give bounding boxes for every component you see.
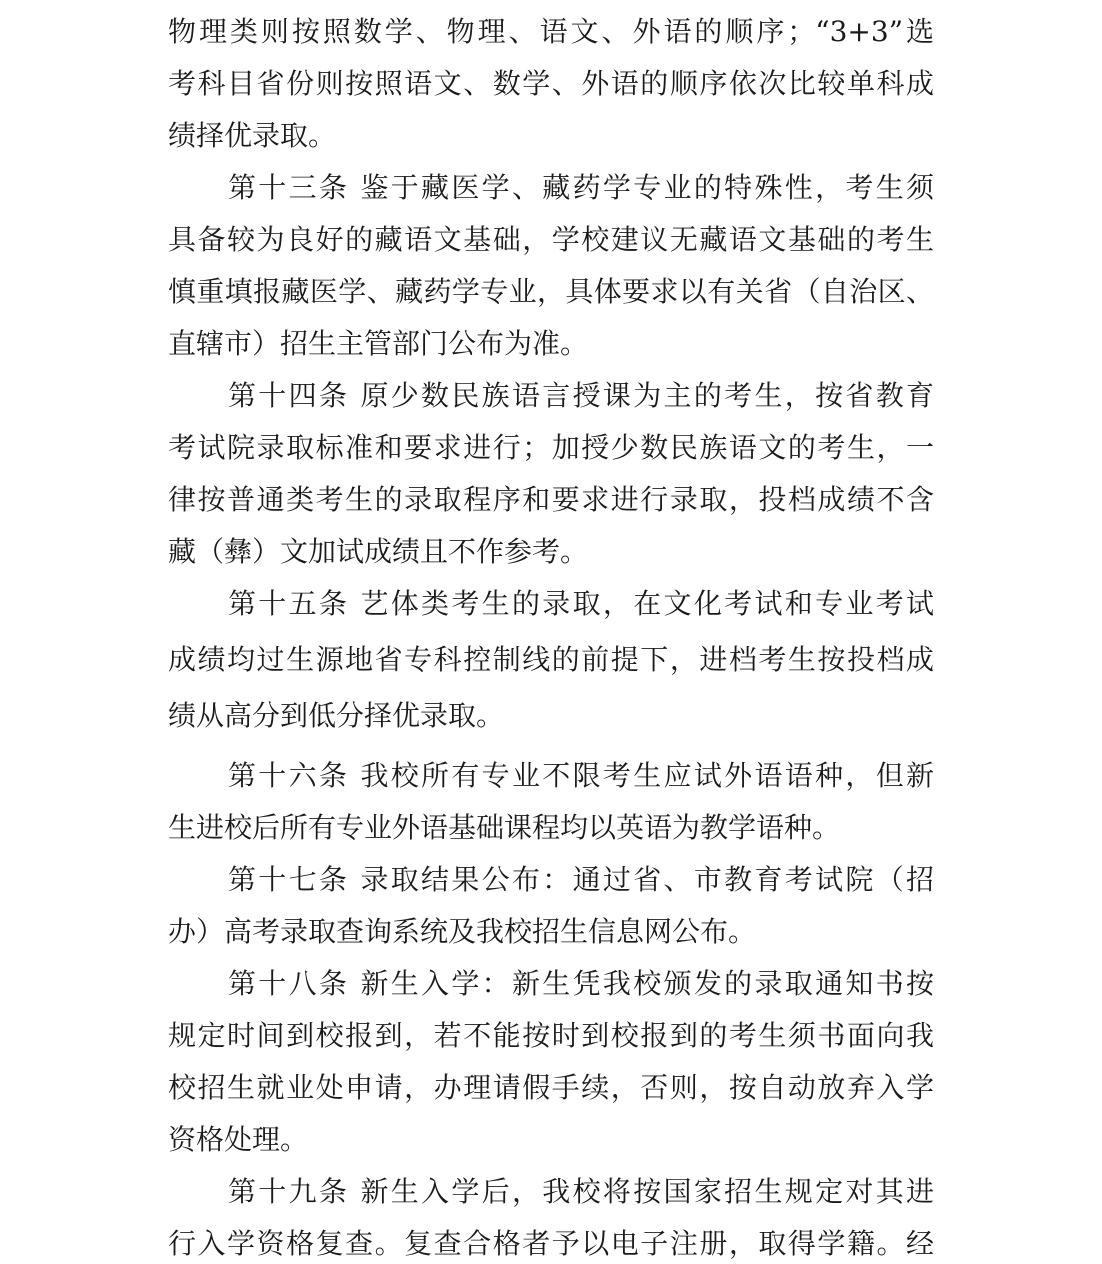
text-line: 校招生就业处申请，办理请假手续，否则，按自动放弃入学: [168, 1071, 934, 1104]
text-line: 律按普通类考生的录取程序和要求进行录取，投档成绩不含: [168, 483, 934, 516]
article-19-first-line: 第十九条 新生入学后，我校将按国家招生规定对其进: [228, 1175, 934, 1208]
text-line: 规定时间到校报到，若不能按时到校报到的考生须书面向我: [168, 1019, 934, 1052]
text-line: 生进校后所有专业外语基础课程均以英语为教学语种。: [168, 811, 841, 844]
text-line: 慎重填报藏医学、藏药学专业，具体要求以有关省（自治区、: [168, 275, 934, 308]
text-line: 资格处理。: [168, 1123, 309, 1156]
text-line: 直辖市）招生主管部门公布为准。: [168, 327, 589, 360]
text-line: 藏（彝）文加试成绩且不作参考。: [168, 535, 589, 568]
article-16-first-line: 第十六条 我校所有专业不限考生应试外语语种，但新: [228, 759, 934, 792]
text-line: 行入学资格复查。复查合格者予以电子注册，取得学籍。经: [168, 1227, 934, 1260]
text-line: 办）高考录取查询系统及我校招生信息网公布。: [168, 915, 757, 948]
article-15-first-line: 第十五条 艺体类考生的录取，在文化考试和专业考试: [228, 587, 934, 620]
article-13-first-line: 第十三条 鉴于藏医学、藏药学专业的特殊性，考生须: [228, 171, 934, 204]
text-line: 绩从高分到低分择优录取。: [168, 699, 505, 732]
text-line: 物理类则按照数学、物理、语文、外语的顺序；“3+3”选: [168, 15, 934, 48]
text-line: 成绩均过生源地省专科控制线的前提下，进档考生按投档成: [168, 643, 934, 676]
text-line: 考试院录取标准和要求进行；加授少数民族语文的考生，一: [168, 431, 934, 464]
article-14-first-line: 第十四条 原少数民族语言授课为主的考生，按省教育: [228, 379, 934, 412]
text-line: 具备较为良好的藏语文基础，学校建议无藏语文基础的考生: [168, 223, 934, 256]
article-18-first-line: 第十八条 新生入学：新生凭我校颁发的录取通知书按: [228, 967, 934, 1000]
article-17-first-line: 第十七条 录取结果公布：通过省、市教育考试院（招: [228, 863, 934, 896]
text-line: 考科目省份则按照语文、数学、外语的顺序依次比较单科成: [168, 67, 934, 100]
text-line: 绩择优录取。: [168, 119, 337, 152]
